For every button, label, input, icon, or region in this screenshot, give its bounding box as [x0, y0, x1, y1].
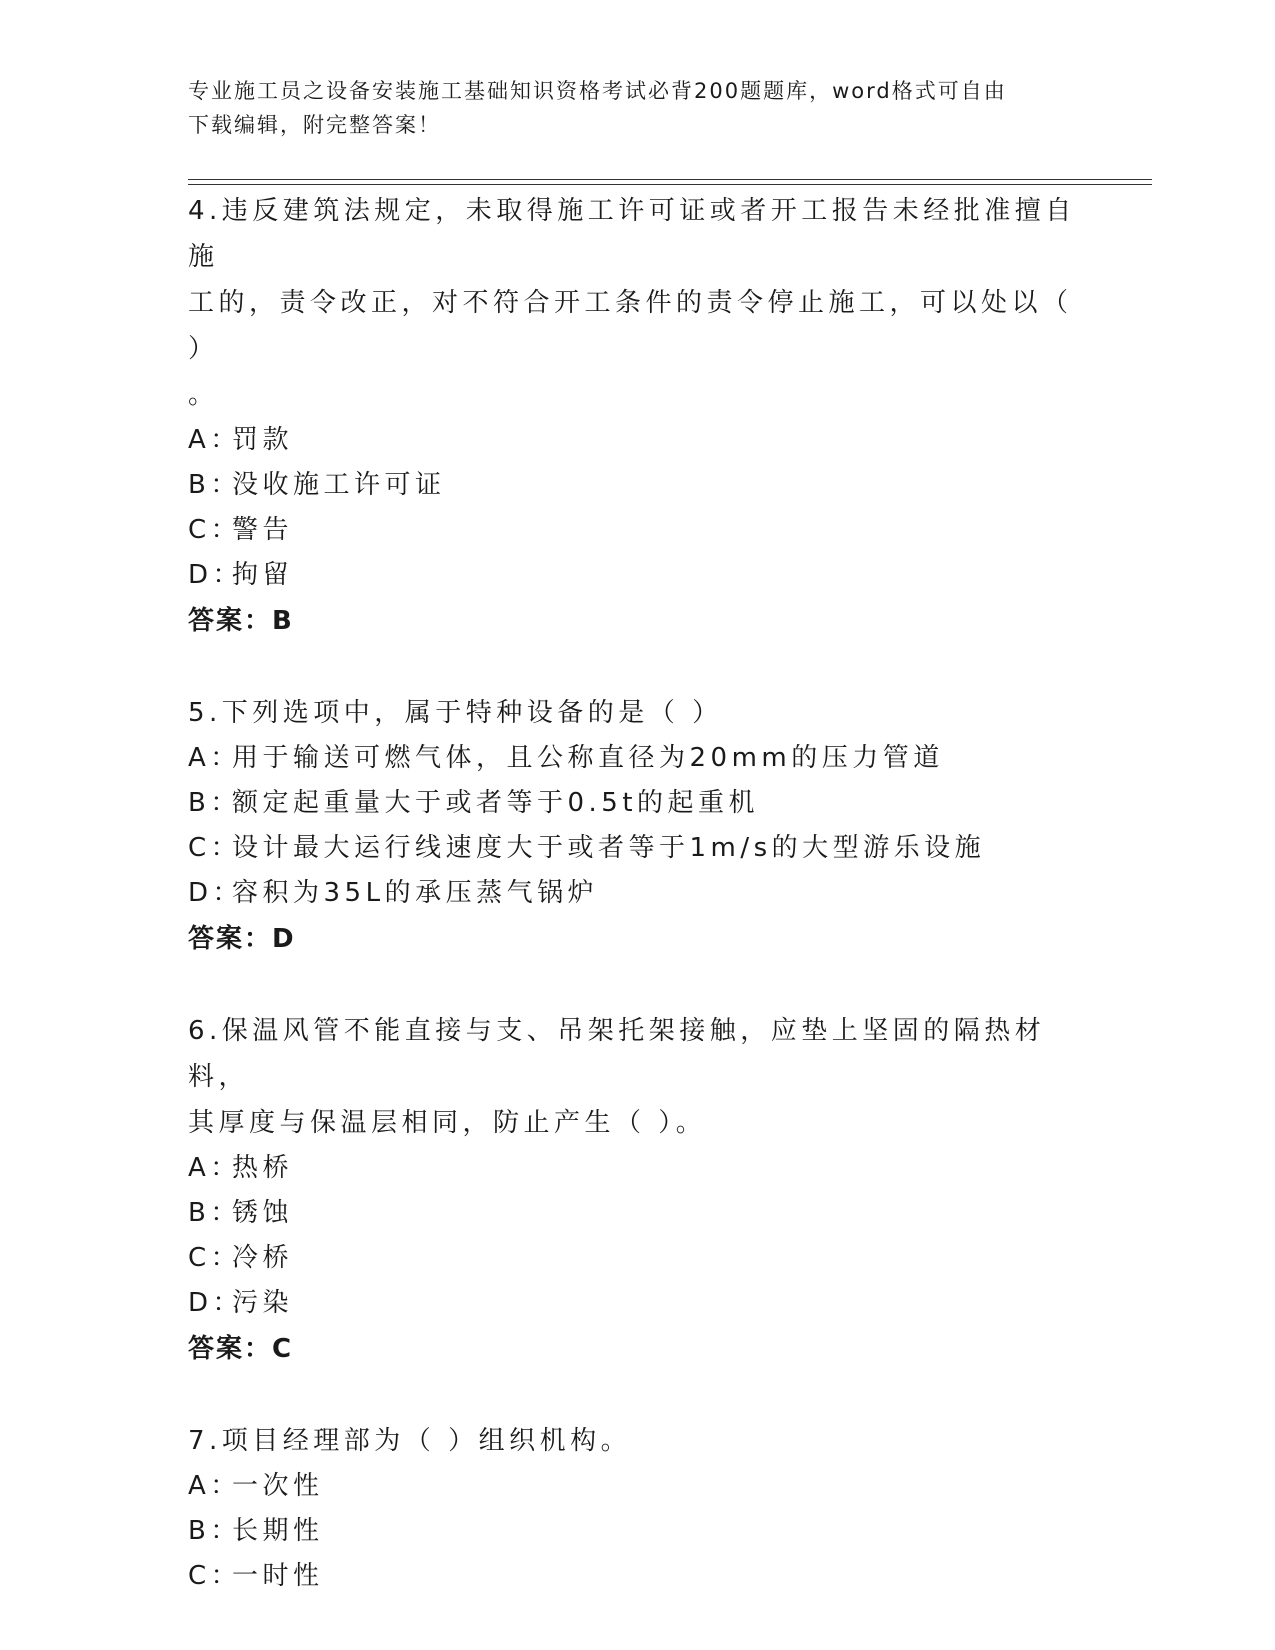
question-stem-line: 5.下列选项中，属于特种设备的是（ ） [188, 698, 723, 728]
option-letter: B： [188, 1198, 241, 1228]
question-stem-line: 其厚度与保温层相同，防止产生（ ）。 [188, 1108, 707, 1138]
option-text: 一次性 [232, 1471, 324, 1501]
option-text: 冷桥 [232, 1243, 294, 1273]
answer-option [188, 418, 1088, 463]
question-stem-line: 工的，责令改正，对不符合开工条件的责令停止施工，可以处以（ ） [188, 288, 1073, 364]
option-letter: B： [188, 470, 241, 500]
option-letter: A： [188, 1153, 241, 1183]
option-text: 拘留 [232, 560, 294, 590]
option-text: 一时性 [232, 1561, 324, 1591]
option-text: 热桥 [232, 1153, 294, 1183]
answer-option [188, 1236, 1088, 1281]
header-line-2: 下载编辑，附完整答案！ [188, 113, 441, 137]
answer-option [188, 1191, 1088, 1236]
option-letter: A： [188, 743, 241, 773]
option-text: 额定起重量大于或者等于0.5t的起重机 [232, 788, 760, 818]
answer-option [188, 826, 1088, 871]
option-letter: B： [188, 788, 241, 818]
header-line-1: 专业施工员之设备安装施工基础知识资格考试必背200题题库，word格式可自由 [188, 79, 1007, 103]
question-block [188, 1418, 1088, 1599]
option-text: 容积为35L的承压蒸气锅炉 [232, 878, 599, 908]
option-letter: C： [188, 515, 242, 545]
answer-option [188, 736, 1088, 781]
answer-option [188, 781, 1088, 826]
answer-option [188, 1464, 1088, 1509]
question-stem-line: 7.项目经理部为（ ）组织机构。 [188, 1426, 632, 1456]
option-letter: C： [188, 833, 242, 863]
option-text: 锈蚀 [232, 1198, 294, 1228]
option-letter: D： [188, 878, 244, 908]
document-header [188, 74, 1068, 142]
option-text: 罚款 [232, 425, 294, 455]
answer-option [188, 1554, 1088, 1599]
answer-option [188, 1509, 1088, 1554]
answer-option [188, 1281, 1088, 1326]
answer-option [188, 553, 1088, 598]
header-divider-top [188, 179, 1152, 180]
option-letter: A： [188, 425, 241, 455]
option-letter: C： [188, 1561, 242, 1591]
option-text: 用于输送可燃气体，且公称直径为20mm的压力管道 [232, 743, 944, 773]
question-block [188, 1008, 1088, 1372]
option-letter: C： [188, 1243, 242, 1273]
question-block [188, 188, 1088, 644]
option-text: 设计最大运行线速度大于或者等于1m/s的大型游乐设施 [232, 833, 986, 863]
answer-option [188, 871, 1088, 916]
answer-key: 答案：B [188, 606, 294, 636]
answer-key: 答案：C [188, 1334, 294, 1364]
option-text: 长期性 [232, 1516, 324, 1546]
option-letter: B： [188, 1516, 241, 1546]
option-letter: D： [188, 560, 244, 590]
answer-key: 答案：D [188, 924, 296, 954]
answer-option [188, 508, 1088, 553]
answer-option [188, 463, 1088, 508]
option-text: 没收施工许可证 [232, 470, 446, 500]
question-stem-line: 。 [188, 380, 219, 410]
answer-option [188, 1146, 1088, 1191]
question-stem-line: 4.违反建筑法规定，未取得施工许可证或者开工报告未经批准擅自施 [188, 196, 1076, 272]
option-letter: D： [188, 1288, 244, 1318]
option-text: 污染 [232, 1288, 294, 1318]
option-letter: A： [188, 1471, 241, 1501]
question-block [188, 690, 1088, 962]
header-divider-bottom [188, 184, 1152, 185]
question-list [188, 188, 1088, 1645]
option-text: 警告 [232, 515, 294, 545]
question-stem-line: 6.保温风管不能直接与支、吊架托架接触，应垫上坚固的隔热材料， [188, 1016, 1046, 1092]
